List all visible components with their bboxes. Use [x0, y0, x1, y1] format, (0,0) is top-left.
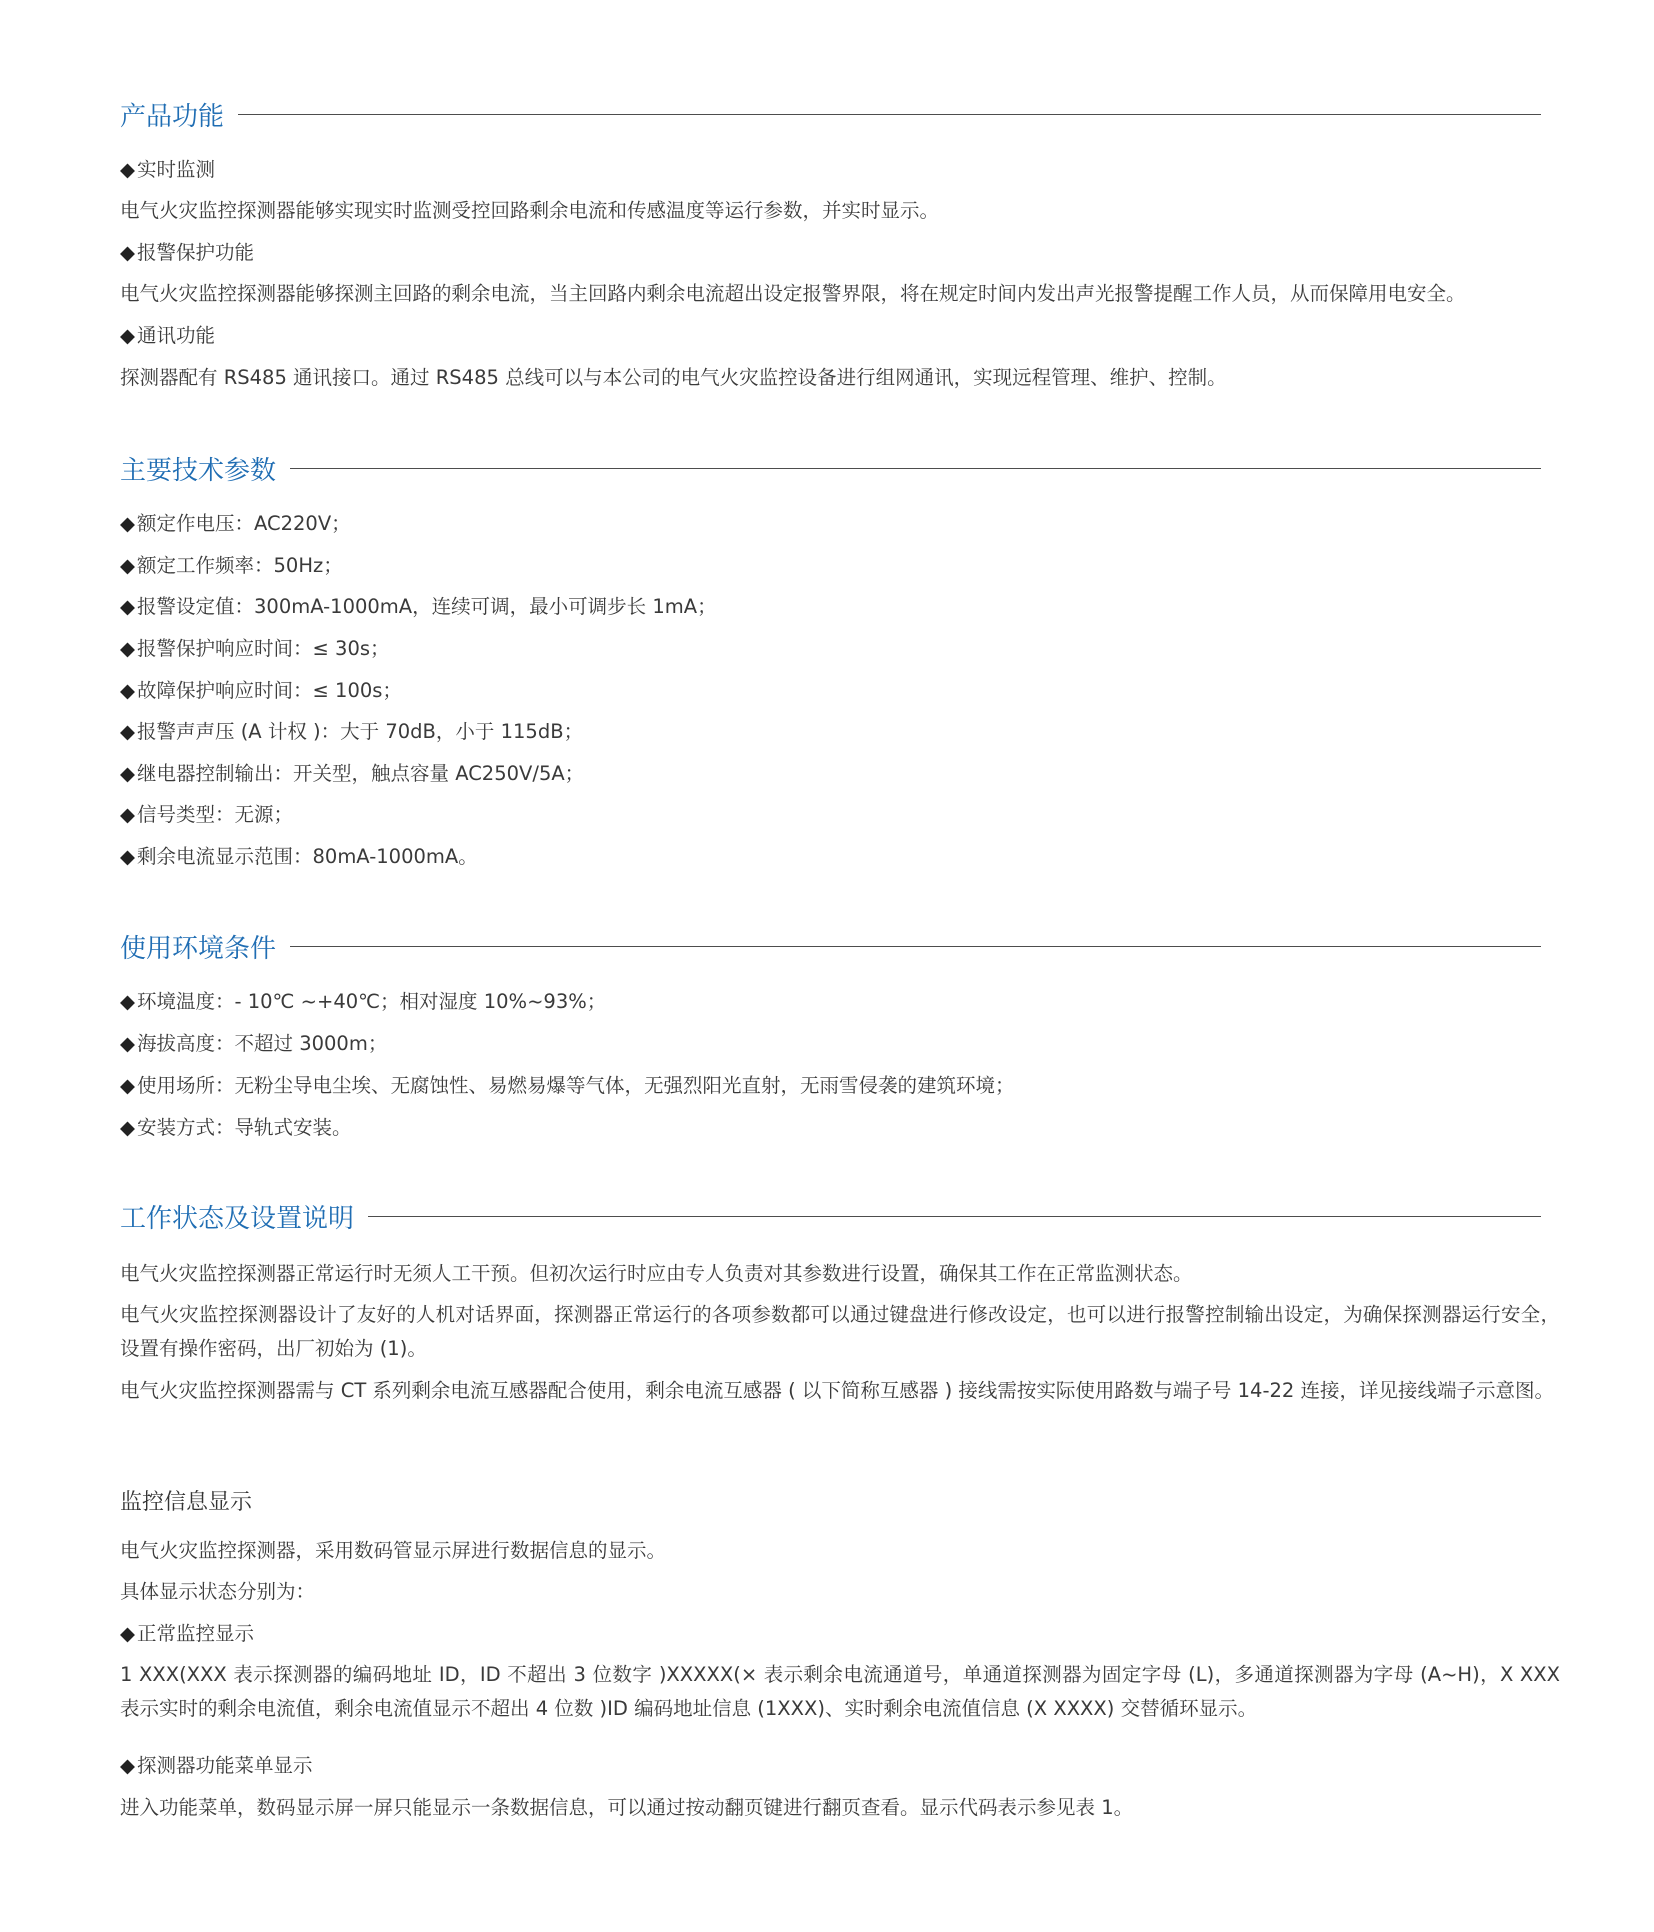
- environment-item: [120, 1111, 1554, 1145]
- spec-item: [120, 840, 1554, 874]
- bullet-heading-text: 正常监控显示: [137, 1622, 255, 1645]
- bullet-diamond-icon: ◆: [120, 1032, 135, 1055]
- section-header-specs: [120, 448, 1541, 488]
- bullet-diamond-icon: ◆: [120, 158, 135, 181]
- spec-item-text: 额定工作频率：50Hz；: [137, 554, 343, 577]
- bullet-diamond-icon: ◆: [120, 845, 135, 868]
- bullet-diamond-icon: ◆: [120, 1074, 135, 1097]
- environment-item: [120, 1027, 1554, 1061]
- bullet-diamond-icon: ◆: [120, 762, 135, 785]
- spec-item: [120, 507, 1554, 541]
- body-text: 具体显示状态分别为：: [120, 1580, 316, 1603]
- spec-item-text: 报警保护响应时间：≤ 30s；: [137, 637, 390, 660]
- spec-item: [120, 715, 1554, 749]
- bullet-diamond-icon: ◆: [120, 720, 135, 743]
- section-divider: [290, 468, 1541, 469]
- bullet-diamond-icon: ◆: [120, 512, 135, 535]
- bullet-heading-text: 报警保护功能: [137, 241, 255, 264]
- section-header-environment: [120, 926, 1541, 966]
- bullet-diamond-icon: ◆: [120, 241, 135, 264]
- spec-item-text: 额定作电压：AC220V；: [137, 512, 351, 535]
- spec-item: [120, 757, 1554, 791]
- environment-item-text: 环境温度：- 10℃ ~+40℃；相对湿度 10%~93%；: [137, 990, 607, 1013]
- body-text: 进入功能菜单，数码显示屏一屏只能显示一条数据信息，可以通过按动翻页键进行翻页查看。显示代码表示参见表 1。: [120, 1796, 1134, 1819]
- spec-item: [120, 590, 1554, 624]
- section-divider: [290, 946, 1541, 947]
- bullet-heading: [120, 153, 1554, 187]
- spec-item: [120, 674, 1554, 708]
- bullet-diamond-icon: ◆: [120, 637, 135, 660]
- bullet-diamond-icon: ◆: [120, 1116, 135, 1139]
- monitor-subheading: 监控信息显示: [120, 1490, 253, 1515]
- spec-item-text: 信号类型：无源；: [137, 803, 294, 826]
- body-text: 电气火灾监控探测器能够探测主回路的剩余电流，当主回路内剩余电流超出设定报警界限，将在规定时间内发出声光报警提醒工作人员，从而保障用电安全。: [120, 282, 1466, 305]
- bullet-heading: [120, 1749, 1554, 1783]
- section-title: 产品功能: [120, 101, 225, 132]
- spec-item-text: 报警设定值：300mA-1000mA，连续可调，最小可调步长 1mA；: [137, 595, 717, 618]
- bullet-diamond-icon: ◆: [120, 803, 135, 826]
- spec-item-text: 剩余电流显示范围：80mA-1000mA。: [137, 845, 478, 868]
- bullet-diamond-icon: ◆: [120, 595, 135, 618]
- spec-item-text: 继电器控制输出：开关型，触点容量 AC250V/5A；: [137, 762, 585, 785]
- status-paragraph: 电气火灾监控探测器需与 CT 系列剩余电流互感器配合使用，剩余电流互感器 ( 以下简称互感器 ) 接线需按实际使用路数与端子号 14-22 连接，详见接线端子示意图。: [120, 1379, 1554, 1402]
- spec-item: [120, 798, 1554, 832]
- body-text: 电气火灾监控探测器能够实现实时监测受控回路剩余电流和传感温度等运行参数，并实时显示。: [120, 199, 940, 222]
- bullet-heading-text: 通讯功能: [137, 324, 216, 347]
- bullet-heading: [120, 319, 1554, 353]
- spec-item: [120, 632, 1554, 666]
- environment-item-text: 海拔高度：不超过 3000m；: [137, 1032, 388, 1055]
- section-divider: [368, 1216, 1541, 1217]
- section-header-functions: [120, 94, 1541, 134]
- bullet-diamond-icon: ◆: [120, 990, 135, 1013]
- environment-item: [120, 985, 1554, 1019]
- bullet-heading: [120, 1617, 1554, 1651]
- environment-item-text: 安装方式：导轨式安装。: [137, 1116, 352, 1139]
- body-text: 探测器配有 RS485 通讯接口。通过 RS485 总线可以与本公司的电气火灾监控设备进行组网通讯，实现远程管理、维护、控制。: [120, 366, 1227, 389]
- section-divider: [238, 114, 1541, 115]
- section-title: 主要技术参数: [120, 455, 277, 486]
- status-paragraph: 电气火灾监控探测器正常运行时无须人工干预。但初次运行时应由专人负责对其参数进行设置，确保其工作在正常监测状态。: [120, 1262, 1193, 1285]
- body-text: 电气火灾监控探测器，采用数码管显示屏进行数据信息的显示。: [120, 1539, 667, 1562]
- bullet-diamond-icon: ◆: [120, 324, 135, 347]
- bullet-heading-text: 实时监测: [137, 158, 216, 181]
- section-title: 工作状态及设置说明: [120, 1203, 355, 1234]
- normal-display-text: 1 XXX(XXX 表示探测器的编码地址 ID，ID 不超出 3 位数字 )XXXXX(× 表示剩余电流通道号，单通道探测器为固定字母 (L)，多通道探测器为字母 (A~H)，X XXX 表示实时的剩余电流值，剩余电流值显示不超出 4 位数 )ID 编码地址信息 (1XXX)、实时剩余电流值信息 (X XXXX) 交替循环显示。: [120, 1663, 1560, 1720]
- environment-item-text: 使用场所：无粉尘导电尘埃、无腐蚀性、易燃易爆等气体，无强烈阳光直射，无雨雪侵袭的建筑环境；: [137, 1074, 1015, 1097]
- spec-item-text: 故障保护响应时间：≤ 100s；: [137, 679, 402, 702]
- spec-item: [120, 549, 1554, 583]
- bullet-heading-text: 探测器功能菜单显示: [137, 1754, 313, 1777]
- bullet-diamond-icon: ◆: [120, 679, 135, 702]
- status-paragraph: 电气火灾监控探测器设计了友好的人机对话界面，探测器正常运行的各项参数都可以通过键盘进行修改设定，也可以进行报警控制输出设定，为确保探测器运行安全，设置有操作密码，出厂初始为 (1)。: [120, 1303, 1560, 1360]
- bullet-heading: [120, 236, 1554, 270]
- section-header-status: [120, 1196, 1541, 1236]
- bullet-diamond-icon: ◆: [120, 1754, 135, 1777]
- environment-item: [120, 1069, 1554, 1103]
- spec-item-text: 报警声声压 (A 计权 )：大于 70dB，小于 115dB；: [137, 720, 584, 743]
- bullet-diamond-icon: ◆: [120, 554, 135, 577]
- bullet-diamond-icon: ◆: [120, 1622, 135, 1645]
- section-title: 使用环境条件: [120, 933, 277, 964]
